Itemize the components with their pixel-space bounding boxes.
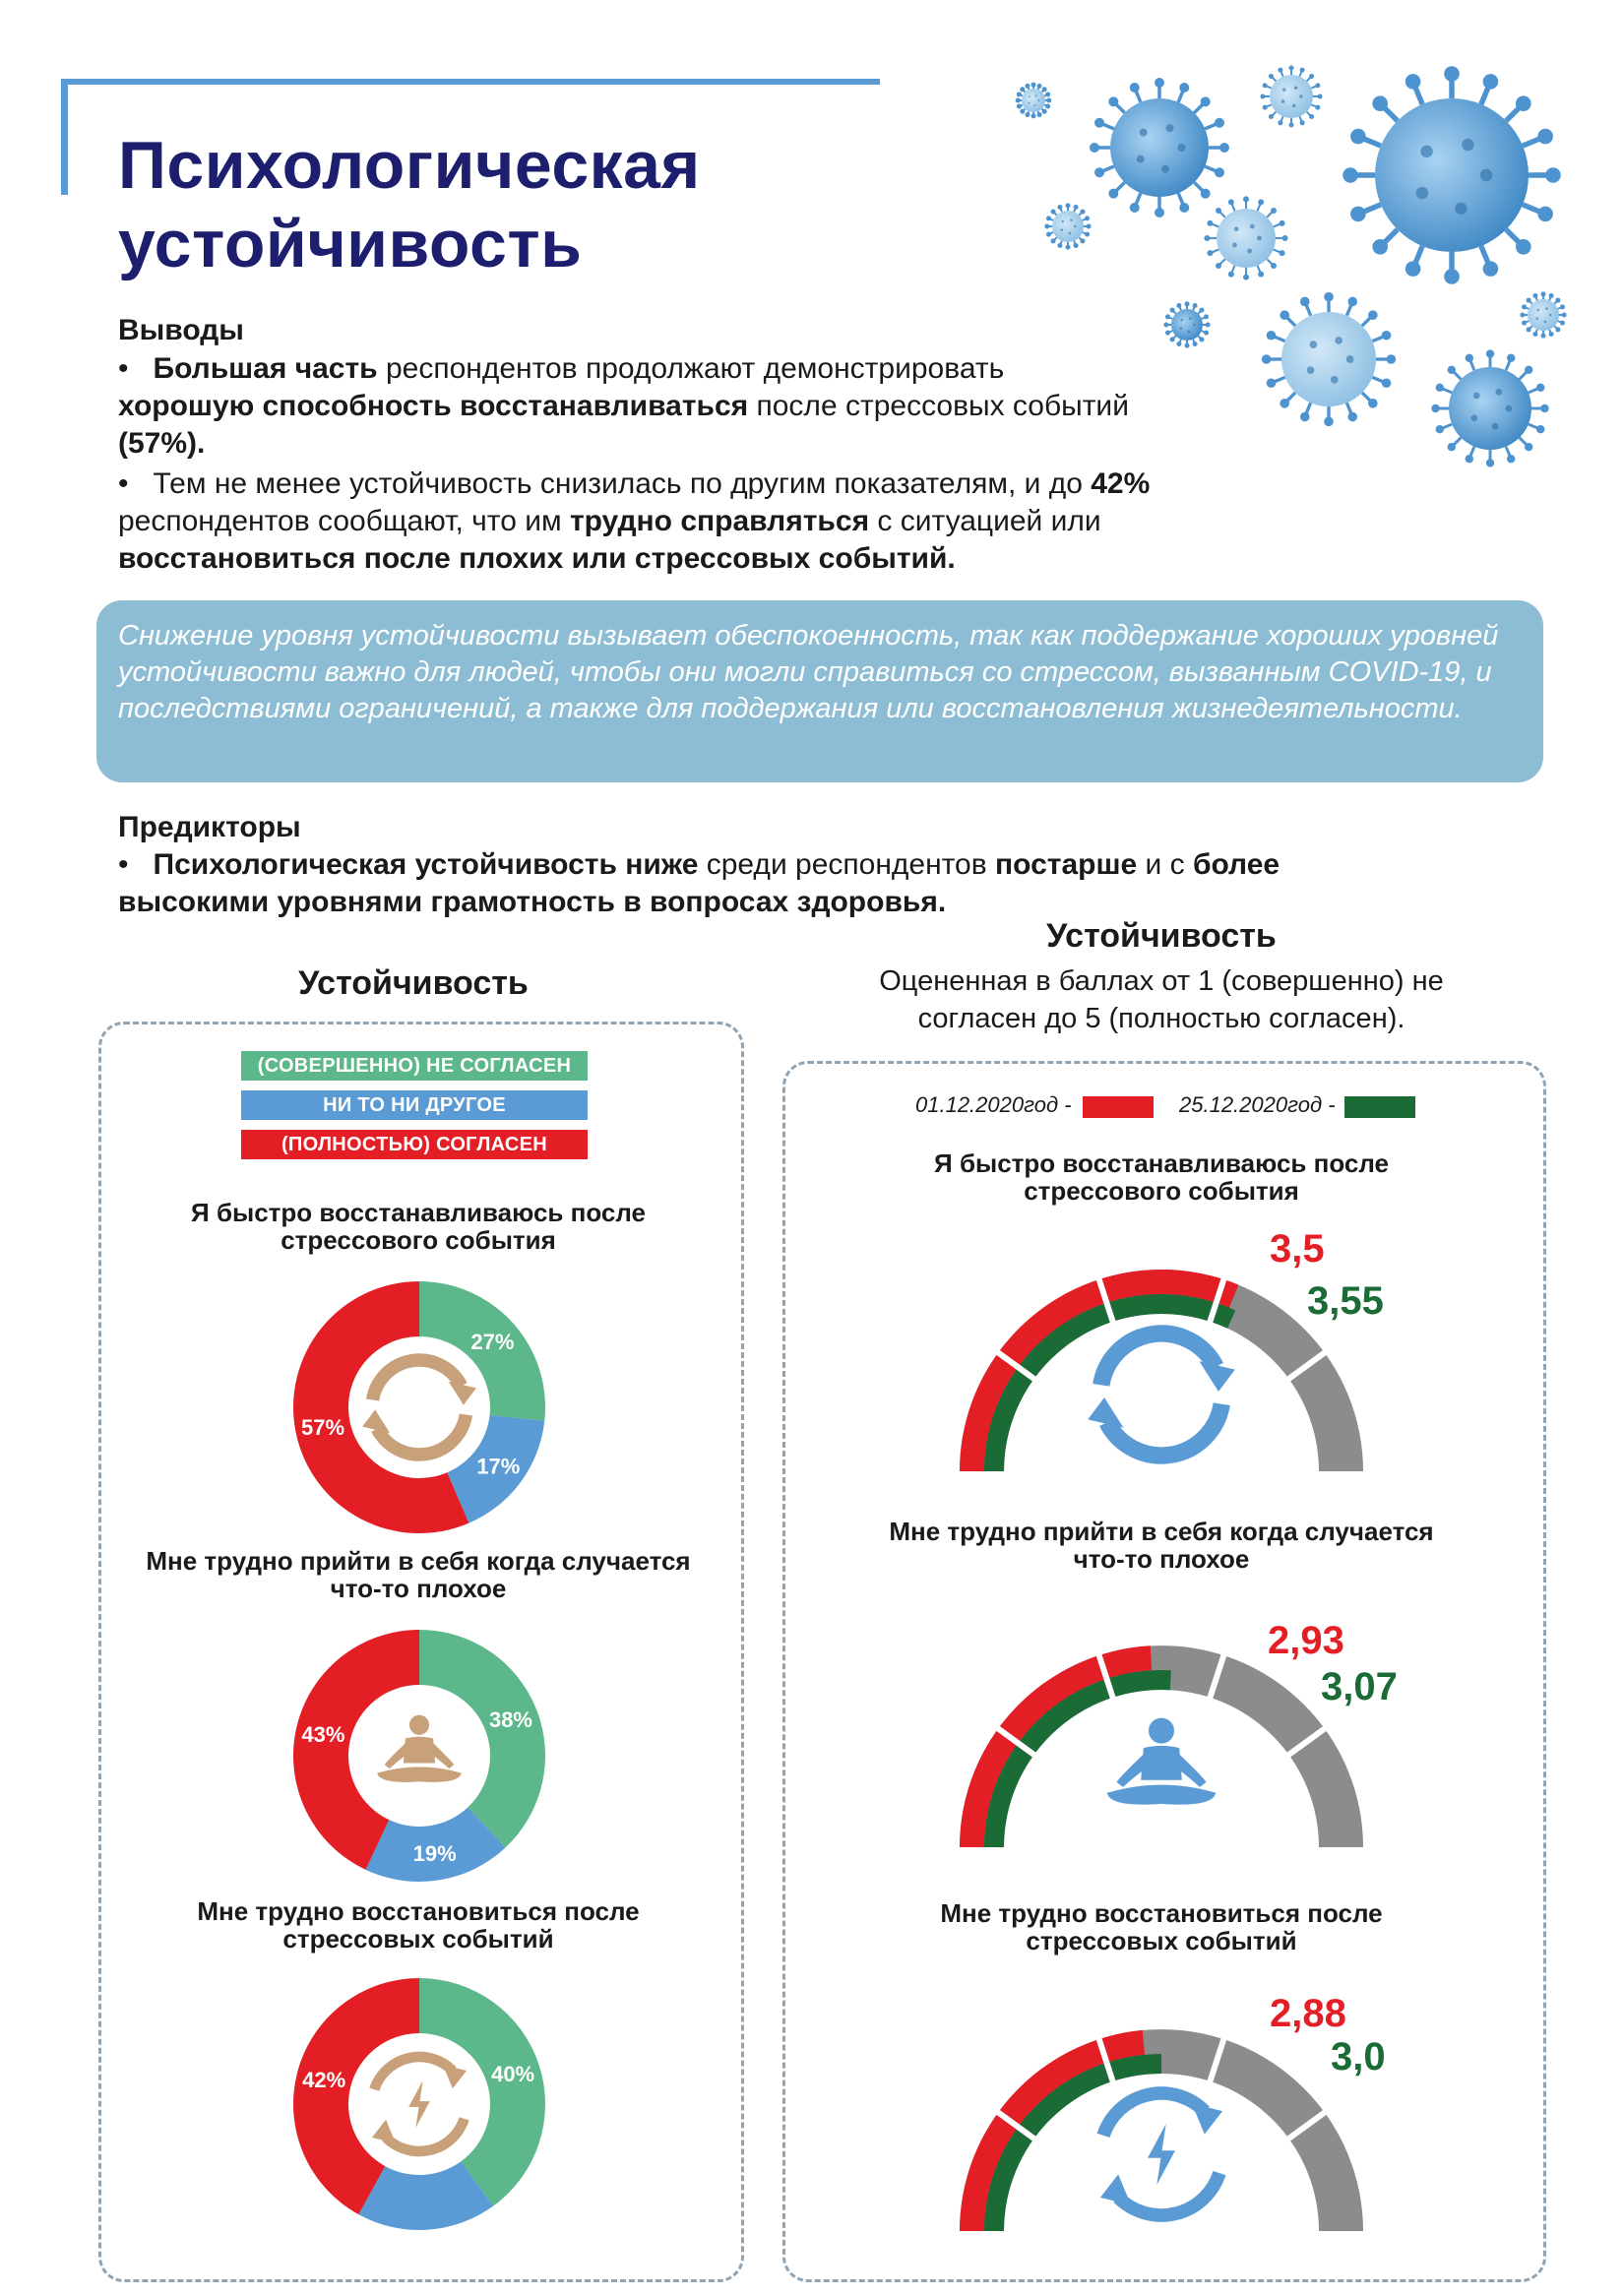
left-panel-title: Устойчивость bbox=[298, 964, 529, 1002]
text: и с bbox=[1137, 848, 1193, 881]
meditation-arm-right bbox=[430, 1742, 454, 1769]
bullet: • bbox=[118, 848, 129, 881]
refresh-arrow-bottom bbox=[1088, 1397, 1123, 1428]
legend-swatch-2 bbox=[1344, 1096, 1415, 1118]
text: с ситуацией или bbox=[869, 505, 1101, 537]
text-bold: хорошую способность восстанавливаться bbox=[118, 390, 749, 422]
subtitle-line1: Оцененная в баллах от 1 (совершенно) не bbox=[879, 965, 1444, 997]
meditation-icon bbox=[1107, 1718, 1217, 1805]
coronavirus-icon bbox=[1343, 66, 1561, 284]
accent-line-horizontal bbox=[61, 79, 880, 85]
meditation-head bbox=[1149, 1718, 1174, 1744]
legend-label: 01.12.2020год - bbox=[915, 1092, 1072, 1117]
legend-neutral bbox=[241, 1090, 588, 1120]
meditation-arm-left bbox=[1116, 1753, 1147, 1787]
predictors-heading: Предикторы bbox=[118, 811, 301, 843]
energy-cycle-icon bbox=[1100, 2093, 1222, 2215]
energy-arrow-top bbox=[1192, 2103, 1222, 2134]
gauge-1-value-dec01: 3,5 bbox=[1270, 1227, 1325, 1271]
predictor-1 bbox=[118, 846, 1526, 921]
title-line: стрессовых событий bbox=[282, 1924, 554, 1954]
slice-label: 19% bbox=[412, 1840, 457, 1866]
text: респондентов сообщают, что им bbox=[118, 505, 570, 537]
refresh-arrow-bottom bbox=[362, 1409, 390, 1433]
text-bold: (57%). bbox=[118, 427, 206, 460]
coronavirus-icon bbox=[1163, 301, 1210, 347]
conclusions-heading: Выводы bbox=[118, 314, 244, 346]
text-bold: Большая часть bbox=[153, 352, 378, 385]
gauge-3-value-dec25: 3,0 bbox=[1331, 2035, 1386, 2079]
donut-3-title bbox=[108, 1897, 728, 1953]
legend-label: (СОВЕРШЕННО) НЕ СОГЛАСЕН bbox=[257, 1055, 572, 1077]
slice-disagree bbox=[419, 1630, 545, 1847]
title-line: Я быстро восстанавливаюсь после bbox=[191, 1198, 646, 1227]
legend-date-2 bbox=[1179, 1092, 1336, 1118]
text-bold: более bbox=[1192, 848, 1280, 881]
refresh-arrow-top bbox=[449, 1382, 476, 1405]
donut-chart-3 bbox=[291, 1976, 547, 2232]
meditation-arm-left bbox=[385, 1742, 408, 1769]
legend-label: 25.12.2020год - bbox=[1179, 1092, 1336, 1117]
lightning-bolt bbox=[408, 2080, 430, 2128]
text-bold: трудно справляться bbox=[569, 505, 870, 537]
gauge-2-value-dec01: 2,93 bbox=[1268, 1619, 1344, 1662]
energy-arc-top bbox=[374, 2057, 453, 2089]
text-bold: Психологическая устойчивость ниже bbox=[153, 848, 699, 881]
slice-label: 38% bbox=[488, 1707, 533, 1733]
page-title-line2: устойчивость bbox=[118, 207, 583, 281]
text: респондентов продолжают демонстрировать bbox=[377, 352, 1005, 385]
title-line: Мне трудно восстановиться после bbox=[197, 1896, 640, 1926]
energy-arc-bottom bbox=[386, 2119, 465, 2151]
meditation-torso bbox=[1141, 1746, 1182, 1780]
right-panel-subtitle bbox=[807, 962, 1516, 1037]
donut-chart-1 bbox=[291, 1279, 547, 1535]
gauge-3-value-dec01: 2,88 bbox=[1270, 1992, 1346, 2035]
text-bold: высокими уровнями грамотность в вопросах здоровья. bbox=[118, 886, 947, 918]
title-line: что-то плохое bbox=[1073, 1544, 1250, 1574]
meditation-legs bbox=[1107, 1785, 1217, 1805]
legend-swatch-1 bbox=[1083, 1096, 1154, 1118]
energy-arrow-bottom bbox=[372, 2120, 396, 2143]
title-line: стрессового события bbox=[1024, 1176, 1299, 1206]
energy-arrow-top bbox=[443, 2065, 467, 2088]
refresh-arc-bottom bbox=[1107, 1404, 1221, 1456]
energy-cycle-icon bbox=[372, 2057, 467, 2151]
slice-label: 43% bbox=[301, 1722, 345, 1748]
conclusion-2 bbox=[118, 465, 1516, 578]
coronavirus-icon bbox=[1044, 203, 1091, 249]
text-bold: постарше bbox=[995, 848, 1138, 881]
legend-label: (ПОЛНОСТЬЮ) СОГЛАСЕН bbox=[281, 1134, 548, 1155]
refresh-arc-bottom bbox=[377, 1415, 466, 1455]
title-line: Мне трудно восстановиться после bbox=[940, 1898, 1383, 1928]
title-line: Мне трудно прийти в себя когда случается bbox=[146, 1546, 691, 1576]
title-line: стрессового события bbox=[281, 1225, 556, 1255]
energy-arrow-bottom bbox=[1100, 2174, 1131, 2204]
page-title bbox=[118, 126, 701, 283]
gauge-1-value-dec25: 3,55 bbox=[1307, 1279, 1384, 1323]
right-panel-title: Устойчивость bbox=[1046, 917, 1277, 955]
lightning-bolt bbox=[1148, 2124, 1175, 2185]
gauge-chart-3 bbox=[945, 2010, 1378, 2246]
energy-arc-top bbox=[1103, 2093, 1205, 2136]
conclusion-1 bbox=[118, 350, 1329, 463]
text: после стрессовых событий bbox=[748, 390, 1129, 422]
slice-label: 27% bbox=[470, 1330, 515, 1355]
legend-agree bbox=[241, 1130, 588, 1159]
gauge-3-title bbox=[837, 1899, 1486, 1955]
bullet: • bbox=[118, 352, 129, 385]
donut-chart-2 bbox=[291, 1628, 547, 1884]
donut-1-title bbox=[108, 1199, 728, 1254]
meditation-head bbox=[409, 1715, 429, 1735]
legend-disagree bbox=[241, 1051, 588, 1081]
refresh-arc-top bbox=[1101, 1334, 1216, 1385]
refresh-arrow-top bbox=[1200, 1361, 1235, 1392]
text-bold: восстановиться после плохих или стрессовых событий. bbox=[118, 542, 956, 575]
slice-disagree bbox=[419, 1978, 545, 2206]
coronavirus-icon bbox=[1204, 196, 1287, 279]
refresh-icon bbox=[1088, 1334, 1235, 1456]
text: среди респондентов bbox=[698, 848, 996, 881]
coronavirus-icon bbox=[1520, 291, 1566, 338]
meditation-torso bbox=[404, 1737, 435, 1764]
coronavirus-icon bbox=[1260, 65, 1322, 127]
title-line: что-то плохое bbox=[330, 1574, 507, 1603]
accent-line-vertical bbox=[61, 79, 68, 195]
text-bold: 42% bbox=[1091, 467, 1151, 500]
gauge-2-title bbox=[837, 1518, 1486, 1573]
energy-arc-bottom bbox=[1118, 2173, 1219, 2215]
refresh-arc-top bbox=[373, 1360, 462, 1399]
coronavirus-icon bbox=[1431, 349, 1548, 466]
slice-label: 57% bbox=[301, 1415, 345, 1441]
title-line: Мне трудно прийти в себя когда случается bbox=[889, 1517, 1434, 1546]
legend-label: НИ ТО НИ ДРУГОЕ bbox=[323, 1094, 506, 1116]
meditation-arm-right bbox=[1175, 1753, 1206, 1787]
slice-label: 40% bbox=[491, 2062, 535, 2087]
refresh-icon bbox=[362, 1360, 476, 1455]
text: Тем не менее устойчивость снизилась по другим показателям, и до bbox=[153, 467, 1092, 500]
callout-text: Снижение уровня устойчивости вызывает обеспокоенность, так как поддержание хороших уровней устойчивости важно для людей, чтобы они могли справиться со стрессом, вызванным COVID-19, и последствиями ограничений, а также для поддержания или восстановления жизнедеятельности. bbox=[118, 620, 1499, 724]
title-line: Я быстро восстанавливаюсь после bbox=[934, 1148, 1389, 1178]
meditation-legs bbox=[377, 1767, 462, 1781]
coronavirus-icon bbox=[1016, 83, 1052, 119]
coronavirus-icon bbox=[1090, 78, 1229, 217]
title-line: стрессовых событий bbox=[1026, 1926, 1297, 1955]
gauge-2-value-dec25: 3,07 bbox=[1321, 1665, 1398, 1708]
slice-label: 42% bbox=[302, 2068, 346, 2093]
slice-label: 17% bbox=[476, 1454, 521, 1479]
legend-date-1 bbox=[915, 1092, 1072, 1118]
bullet: • bbox=[118, 467, 129, 500]
donut-2-title bbox=[108, 1547, 728, 1602]
subtitle-line2: согласен до 5 (полностью согласен). bbox=[917, 1003, 1405, 1034]
page-title-line1: Психологическая bbox=[118, 128, 701, 203]
meditation-icon bbox=[377, 1715, 462, 1782]
gauge-1-title bbox=[837, 1149, 1486, 1205]
